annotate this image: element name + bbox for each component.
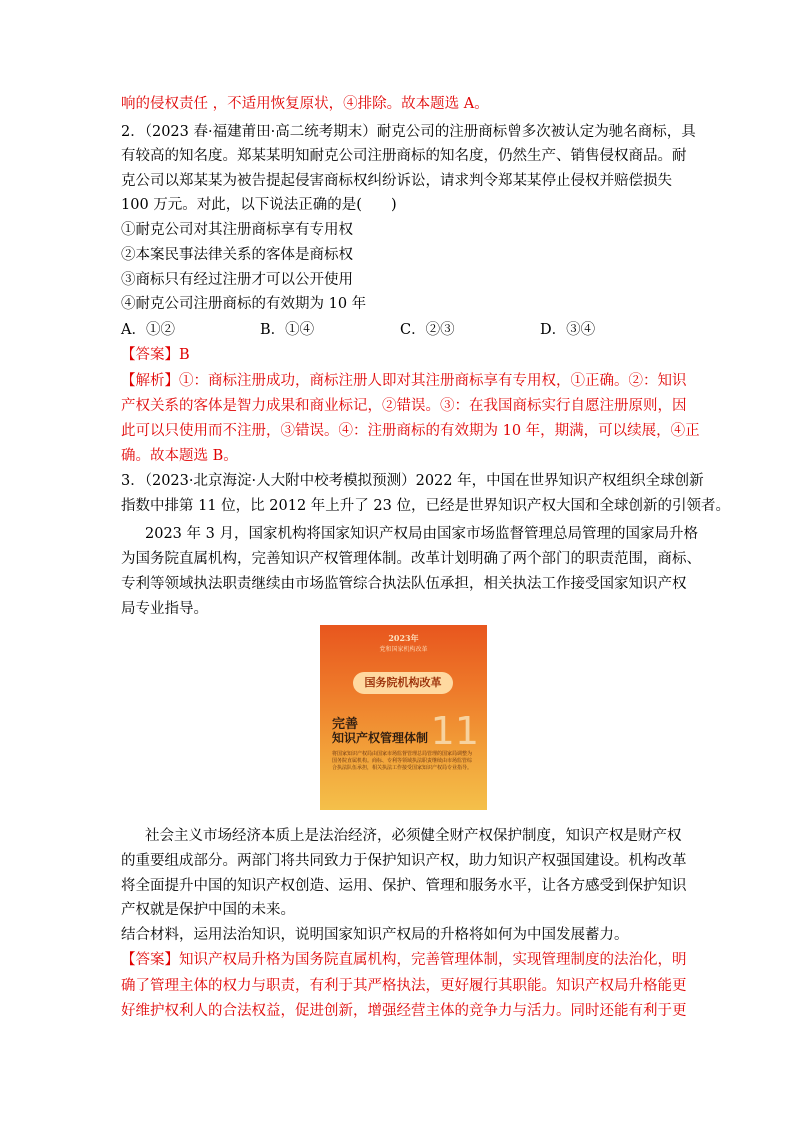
q2-option-a: A．①② xyxy=(121,322,175,338)
q3-intro-line-1: 3．（2023·北京海淀·人大附中校考模拟预测）2022 年，中国在世界知识产权组织全球创新 xyxy=(121,473,704,489)
poster-number: 11 xyxy=(430,709,479,753)
q2-statement-3: ③商标只有经过注册才可以公开使用 xyxy=(121,272,353,288)
q2-option-b: B．①④ xyxy=(260,322,315,338)
poster-title-2: 知识产权管理体制 xyxy=(332,731,429,745)
q2-stem-line-3: 克公司以郑某某为被告提起侵害商标权纠纷诉讼，请求判令郑某某停止侵权并赔偿损失 xyxy=(121,173,672,189)
q3-question: 结合材料，运用法治知识，说明国家知识产权局的升格将如何为中国发展蓄力。 xyxy=(121,927,629,943)
poster-body: 将国家知识产权局由国家市场监督管理总局管理的国家局调整为国务院直属机构。商标、专利等领域执法职责继续由市场监管综合执法队伍承担，相关执法工作接受国家知识产权局专业指导。 xyxy=(332,751,473,771)
q2-stem-line-2: 有较高的知名度。郑某某明知耐克公司注册商标的知名度，仍然生产、销售侵权商品。耐 xyxy=(121,148,687,164)
q2-option-c: C．②③ xyxy=(400,322,455,338)
q2-stem-line-4: 100 万元。对此，以下说法正确的是( ) xyxy=(121,197,397,213)
q2-statement-2: ②本案民事法律关系的客体是商标权 xyxy=(121,247,353,263)
q2-analysis-line-1: 【解析】①：商标注册成功，商标注册人即对其注册商标享有专用权，①正确。②：知识 xyxy=(121,373,687,389)
q2-analysis-line-3: 此可以只使用而不注册，③错误。④：注册商标的有效期为 10 年，期满，可以续展，④正 xyxy=(121,423,700,439)
q2-analysis-line-2: 产权关系的客体是智力成果和商业标记，②错误。③：在我国商标实行自愿注册原则，因 xyxy=(121,398,687,414)
q2-answer: 【答案】B xyxy=(121,347,190,363)
reform-poster-image xyxy=(320,625,487,810)
q2-stem-line-1: 2．（2023 春·福建莆田·高二统考期末）耐克公司的注册商标曾多次被认定为驰名商标，具 xyxy=(121,124,696,140)
poster-subtitle: 党和国家机构改革 xyxy=(379,646,428,653)
q3-para1-line-2: 为国务院直属机构，完善知识产权管理体制。改革计划明确了两个部门的职责范围，商标、 xyxy=(121,551,701,567)
q3-para1-line-3: 专利等领域执法职责继续由市场监管综合执法队伍承担，相关执法工作接受国家知识产权 xyxy=(121,576,687,592)
q2-statement-4: ④耐克公司注册商标的有效期为 10 年 xyxy=(121,296,367,312)
q3-para2-line-2: 的重要组成部分。两部门将共同致力于保护知识产权，助力知识产权强国建设。机构改革 xyxy=(121,853,687,869)
q3-para1-line-4: 局专业指导。 xyxy=(121,601,208,617)
q3-answer-line-3: 好维护权利人的合法权益，促进创新，增强经营主体的竞争力与活力。同时还能有利于更 xyxy=(121,1003,687,1019)
previous-answer-tail: 响的侵权责任 ，不适用恢复原状，④排除。故本题选 A。 xyxy=(121,96,489,112)
q3-para2-line-3: 将全面提升中国的知识产权创造、运用、保护、管理和服务水平，让各方感受到保护知识 xyxy=(121,878,687,894)
poster-year: 2023年 xyxy=(388,633,419,643)
q3-answer-line-1: 【答案】知识产权局升格为国务院直属机构，完善管理体制，实现管理制度的法治化，明 xyxy=(121,952,687,968)
q2-option-d: D．③④ xyxy=(540,322,596,338)
q3-intro-line-2: 指数中排第 11 位，比 2012 年上升了 23 位，已经是世界知识产权大国和全球创新的引领者。 xyxy=(121,498,730,514)
q3-para1-line-1: 2023 年 3 月，国家机构将国家知识产权局由国家市场监督管理总局管理的国家局升格 xyxy=(145,526,698,542)
q2-statement-1: ①耐克公司对其注册商标享有专用权 xyxy=(121,222,353,238)
q3-para2-line-4: 产权就是保护中国的未来。 xyxy=(121,902,295,918)
poster-banner: 国务院机构改革 xyxy=(353,672,453,694)
q3-para2-line-1: 社会主义市场经济本质上是法治经济，必须健全财产权保护制度，知识产权是财产权 xyxy=(145,828,682,844)
q3-answer-line-2: 确了管理主体的权力与职责，有利于其严格执法，更好履行其职能。知识产权局升格能更 xyxy=(121,978,687,994)
q2-analysis-line-4: 确。故本题选 B。 xyxy=(121,448,238,464)
poster-title-1: 完善 xyxy=(332,717,359,732)
